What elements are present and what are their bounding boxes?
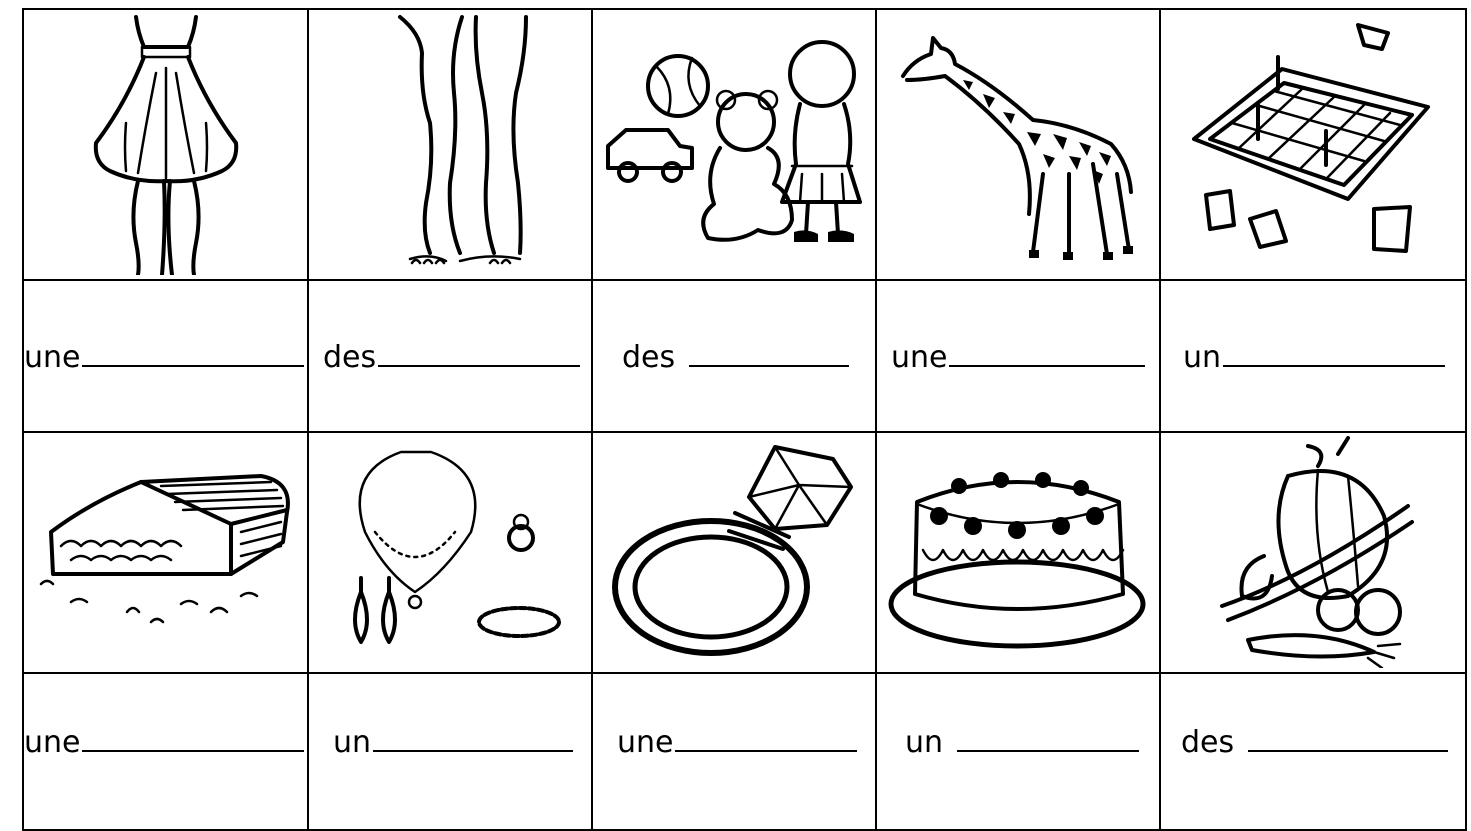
answer-line (309, 337, 591, 375)
answer-line (877, 674, 1159, 760)
answer-blank[interactable] (378, 337, 580, 367)
article-label: une (891, 339, 948, 375)
answer-blank[interactable] (675, 722, 857, 752)
picture-cell-toys (592, 9, 876, 280)
picture-cell-ring (592, 432, 876, 673)
picture-cell-cake (876, 432, 1160, 673)
article-label: des (622, 339, 676, 375)
article-label: une (24, 724, 81, 760)
answer-blank[interactable] (82, 337, 304, 367)
answer-line (24, 674, 307, 760)
answer-line (877, 337, 1159, 375)
label-cell-2-2 (308, 673, 592, 830)
picture-cell-skirt (23, 9, 308, 280)
answer-blank[interactable] (957, 722, 1139, 752)
answer-line (309, 674, 591, 760)
article-label: des (1181, 724, 1235, 760)
article-label: un (905, 724, 944, 760)
answer-line (1161, 674, 1465, 760)
cake-slice-illustration (31, 462, 301, 642)
label-cell-2-1 (23, 673, 308, 830)
label-row-2 (23, 673, 1466, 830)
cream-cake-illustration (883, 452, 1153, 652)
article-label: un (1183, 339, 1222, 375)
jewellery-illustration (335, 442, 565, 662)
picture-cell-jewellery (308, 432, 592, 673)
answer-blank[interactable] (1248, 722, 1448, 752)
vocabulary-worksheet-table (22, 8, 1467, 831)
label-cell-2-4 (876, 673, 1160, 830)
answer-line (1161, 337, 1465, 375)
label-cell-2-5 (1160, 673, 1466, 830)
label-row-1 (23, 280, 1466, 432)
label-cell-1-5 (1160, 280, 1466, 432)
skirt-illustration (66, 13, 266, 275)
picture-cell-giraffe (876, 9, 1160, 280)
board-game-illustration (1178, 19, 1448, 269)
answer-line (593, 674, 875, 760)
vegetables-illustration (1208, 436, 1418, 668)
answer-blank[interactable] (82, 722, 304, 752)
answer-line (24, 337, 307, 375)
label-cell-1-4 (876, 280, 1160, 432)
picture-cell-board-game (1160, 9, 1466, 280)
diamond-ring-illustration (599, 437, 869, 667)
toys-illustration (596, 34, 872, 254)
picture-row-2 (23, 432, 1466, 673)
article-label: des (323, 339, 377, 375)
answer-line (593, 337, 875, 375)
picture-cell-legs (308, 9, 592, 280)
giraffe-illustration (893, 24, 1143, 264)
label-cell-1-3 (592, 280, 876, 432)
answer-blank[interactable] (1223, 337, 1445, 367)
legs-illustration (350, 13, 550, 275)
picture-cell-vegetables (1160, 432, 1466, 673)
article-label: une (24, 339, 81, 375)
article-label: un (333, 724, 372, 760)
label-cell-1-1 (23, 280, 308, 432)
answer-blank[interactable] (689, 337, 849, 367)
label-cell-2-3 (592, 673, 876, 830)
article-label: une (617, 724, 674, 760)
answer-blank[interactable] (949, 337, 1145, 367)
picture-cell-cake-slice (23, 432, 308, 673)
answer-blank[interactable] (373, 722, 573, 752)
picture-row-1 (23, 9, 1466, 280)
label-cell-1-2 (308, 280, 592, 432)
